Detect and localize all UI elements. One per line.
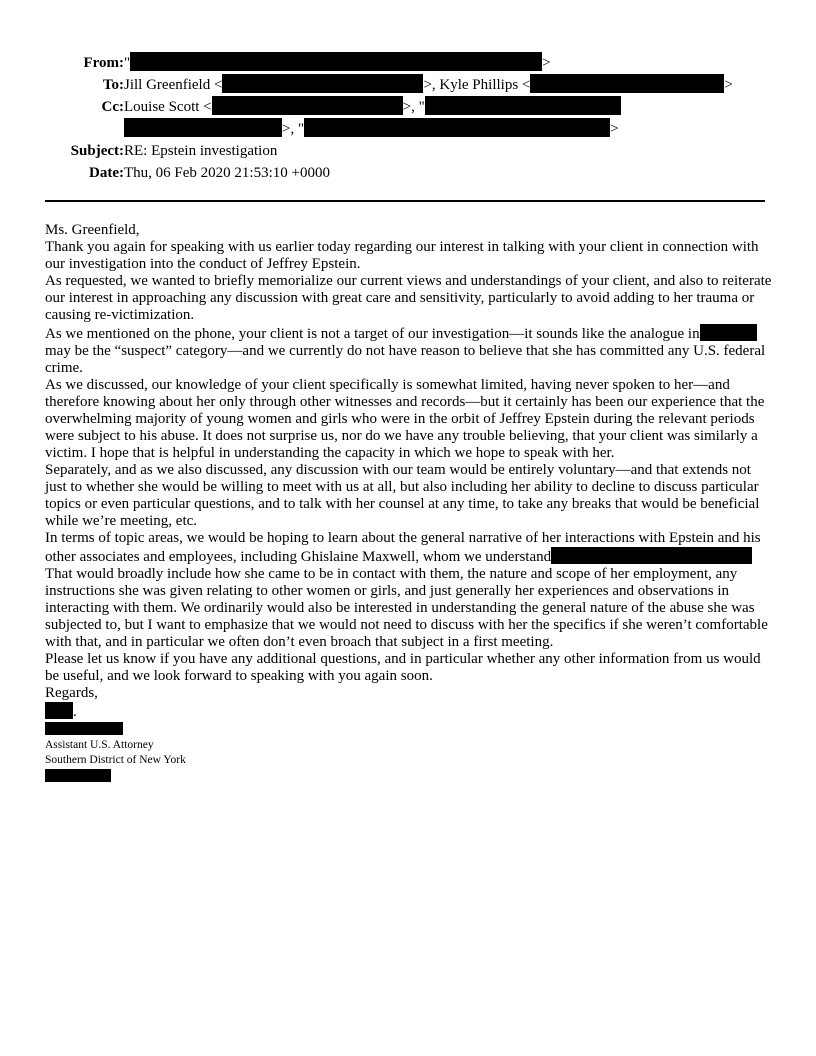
- redaction-cc-email-1: [212, 96, 403, 115]
- from-label: From:: [83, 55, 124, 71]
- email-body: [45, 222, 773, 782]
- paragraph-3: [45, 324, 773, 377]
- to-separator: >, Kyle Phillips <: [423, 77, 531, 93]
- subject-value: RE: Epstein investigation: [124, 143, 278, 159]
- cc-label: Cc:: [101, 99, 124, 115]
- redaction-inline-country: [700, 324, 757, 341]
- signer-initial: [45, 702, 773, 721]
- redaction-signer-phone: [45, 769, 111, 782]
- redaction-signer-initial: [45, 702, 73, 719]
- paragraph-4: As we discussed, our knowledge of your client specifically is somewhat limited, having never spoken to her—and therefore knowing about her only through other witnesses and records—but it certainly has been our experience that the overwhelming majority of young women and girls who were in the orbit of Jeffrey Epstein during the relevant periods were subject to his abuse. It does not surprise us, nor do we have any trouble believing, that your client was similarly a victim. I hope that is helpful in understanding the capacity in which we hope to speak with her.: [45, 377, 765, 461]
- paragraph-3-part-1: As we mentioned on the phone, your client is not a target of our investigation—it sounds like the analogue in: [45, 326, 700, 342]
- subject-label: Subject:: [70, 143, 124, 159]
- header-divider: [45, 200, 765, 202]
- paragraph-5: Separately, and as we also discussed, any discussion with our team would be entirely voluntary—and that extends not just to whether she would be willing to meet with us at all, but also including her ability to decline to discuss particular topics or even particular questions, and to talk with her counsel at any time, to take any breaks that would be beneficial while we’re meeting, etc.: [45, 462, 760, 529]
- cc-row-continued: [60, 118, 780, 140]
- subject-row: [60, 140, 780, 162]
- to-row: [60, 74, 780, 96]
- signer-initial-suffix: .: [73, 704, 77, 720]
- redaction-to-email-2: [530, 74, 724, 93]
- redaction-to-email-1: [222, 74, 423, 93]
- from-close-bracket: >: [542, 55, 551, 71]
- cc-row: [60, 96, 780, 118]
- paragraph-2: As requested, we wanted to briefly memorialize our current views and understandings of your client, and also to reiterate our interest in approaching any discussion with great care and sensitivity, particularly to avoid adding to her trauma or causing re-victimization.: [45, 273, 772, 323]
- paragraph-6-part-1: In terms of topic areas, we would be hoping to learn about the general narrative of her interactions with Epstein and his other associates and employees, including Ghislaine Maxwell, whom we understand: [45, 530, 761, 565]
- paragraph-6-part-2: That would broadly include how she came to be in contact with them, the nature and scope of her employment, any instructions she was given relating to other women or girls, and just generally her experiences and observations in interacting with them. We ordinarily would also be interested in understanding the general nature of the abuse she was subjected to, but I want to emphasize that we would not need to discuss with her the specifics if she weren’t comfortable with that, and in particular we often don’t even broach that subject in a first meeting.: [45, 566, 768, 650]
- cc-value-continued: [124, 118, 619, 140]
- date-row: [60, 162, 780, 184]
- to-value: [124, 74, 733, 96]
- cc-recipient-1: Louise Scott <: [124, 99, 212, 115]
- from-row: [60, 52, 780, 74]
- cc-value: [124, 96, 621, 118]
- to-recipient-1: Jill Greenfield <: [124, 77, 223, 93]
- signature-block: [45, 722, 773, 782]
- signer-office: Southern District of New York: [45, 754, 186, 766]
- cc-close-bracket: >: [610, 121, 619, 137]
- paragraph-1: Thank you again for speaking with us earlier today regarding our interest in talking with your client in connection with our investigation into the conduct of Jeffrey Epstein.: [45, 239, 759, 272]
- signer-title: Assistant U.S. Attorney: [45, 739, 154, 751]
- cc-line2-separator: >, ": [282, 121, 305, 137]
- redaction-signer-name: [45, 722, 123, 735]
- closing: Regards,: [45, 685, 98, 701]
- redaction-from-address: [130, 52, 542, 71]
- from-value: [124, 52, 551, 74]
- greeting: Ms. Greenfield,: [45, 222, 140, 238]
- paragraph-3-part-2: may be the “suspect” category—and we currently do not have reason to believe that she has committed any U.S. federal crime.: [45, 343, 766, 376]
- date-label: Date:: [89, 165, 124, 181]
- paragraph-6: [45, 530, 773, 651]
- to-label: To:: [102, 77, 124, 93]
- cc-separator: >, ": [402, 99, 425, 115]
- date-value: Thu, 06 Feb 2020 21:53:10 +0000: [124, 165, 330, 181]
- redaction-cc-name-2: [425, 96, 621, 115]
- to-close-bracket: >: [724, 77, 733, 93]
- from-open-quote: ": [124, 55, 131, 71]
- paragraph-7: Please let us know if you have any additional questions, and in particular whether any other information from us would be useful, and we look forward to speaking with you again soon.: [45, 651, 761, 684]
- redaction-inline-role: [551, 547, 752, 564]
- redaction-cc-email-2: [124, 118, 282, 137]
- email-header: [60, 52, 780, 184]
- redaction-cc-name-3: [304, 118, 610, 137]
